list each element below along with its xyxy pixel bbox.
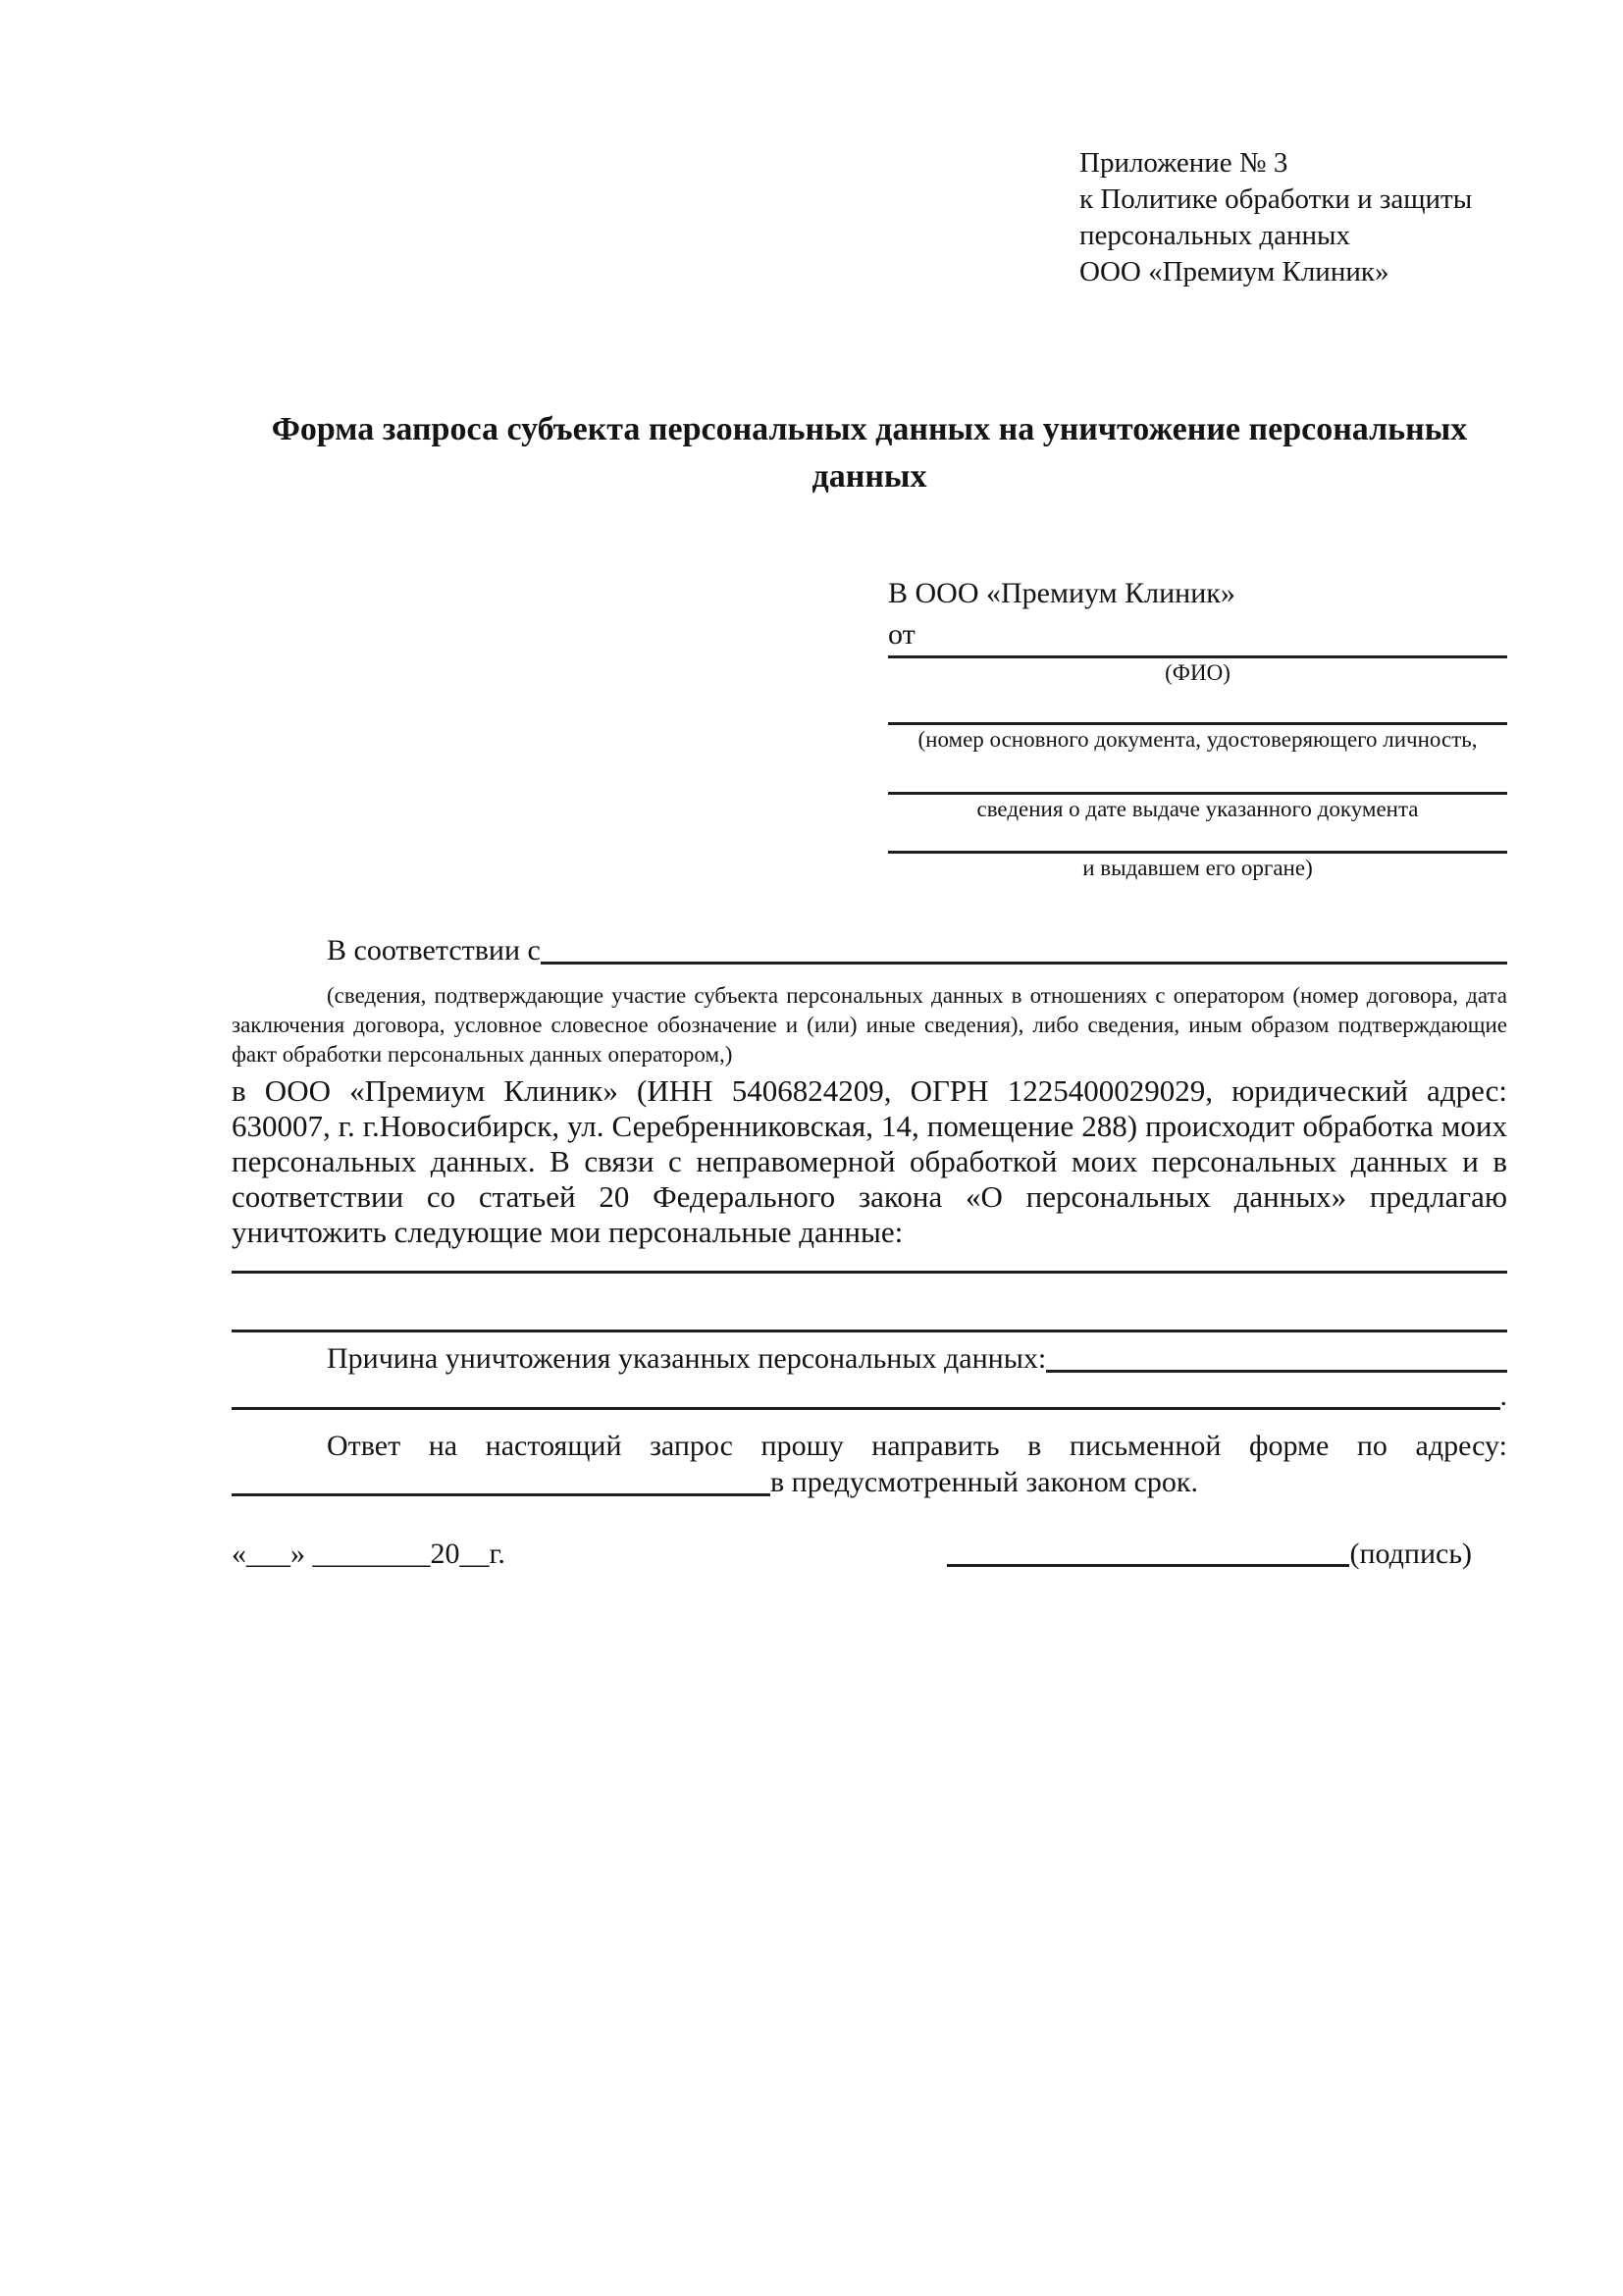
blank-line-reason-2 xyxy=(232,1407,1500,1410)
appendix-line-3: персональных данных xyxy=(1079,220,1351,251)
period-mark: . xyxy=(1499,1380,1507,1412)
document-title: Форма запроса субъекта персональных данных на уничтожение персональных данных xyxy=(271,411,1468,495)
reason-label: Причина уничтожения указанных персональных данных: xyxy=(327,1342,1047,1375)
blank-line-signature xyxy=(947,1564,1349,1567)
date-signature-row xyxy=(232,1535,1507,1574)
appendix-header xyxy=(1079,145,1507,290)
blank-line-data-1 xyxy=(232,1271,1507,1274)
caption-document-number: (номер основного документа, удостоверяющего личность, xyxy=(917,727,1478,752)
address-row xyxy=(232,1464,1507,1501)
appendix-line-2: к Политике обработки и защиты xyxy=(1079,183,1473,215)
reason-row xyxy=(232,1340,1507,1378)
caption-fio: (ФИО) xyxy=(1165,660,1230,685)
signature-caption: (подпись) xyxy=(1349,1538,1472,1570)
signature-group xyxy=(947,1535,1472,1574)
blank-line-address xyxy=(232,1493,770,1496)
appendix-line-4: ООО «Премиум Клиник» xyxy=(1079,256,1389,287)
reason-continuation-row xyxy=(232,1378,1507,1415)
accordance-label: В соответствии с xyxy=(327,934,541,966)
blank-line-accordance xyxy=(541,962,1507,965)
response-paragraph: Ответ на настоящий запрос прошу направить в письменной форме по адресу: xyxy=(327,1430,1507,1462)
caption-issuing-authority: и выдавшем его органе) xyxy=(1082,856,1313,880)
date-blank: «___» ________20__г. xyxy=(232,1538,505,1570)
deadline-text: в предусмотренный законом срок. xyxy=(770,1466,1198,1498)
blank-line-reason xyxy=(1046,1370,1507,1373)
accordance-note: (сведения, подтверждающие участие субъекта персональных данных в отношениях с оператором (номер договора, дата заключения договора, условное словесное обозначение и (или) иные сведения), либо сведения, иным образом подтверждающие факт обработки персональных данных оператором,) xyxy=(232,983,1507,1067)
appendix-line-1: Приложение № 3 xyxy=(1079,147,1288,179)
addressee-from-label: от xyxy=(888,618,916,651)
addressee-to: В ООО «Премиум Клиник» xyxy=(888,577,1235,609)
main-paragraph: в ООО «Премиум Клиник» (ИНН 5406824209, ОГРН 1225400029029, юридический адрес: 630007, г. г.Новосибирск, ул. Серебренниковская, 14, помещение 288) происходит обработка моих персональных данных. В связи с неправомерной обработкой моих персональных данных и в соответствии со статьей 20 Федерального закона «О персональных данных» предлагаю уничтожить следующие мои персональные данные: xyxy=(232,1073,1507,1249)
accordance-row xyxy=(232,932,1507,969)
caption-issue-date: сведения о дате выдаче указанного документа xyxy=(976,797,1419,821)
blank-line-data-2 xyxy=(232,1330,1507,1332)
addressee-block xyxy=(888,573,1507,883)
